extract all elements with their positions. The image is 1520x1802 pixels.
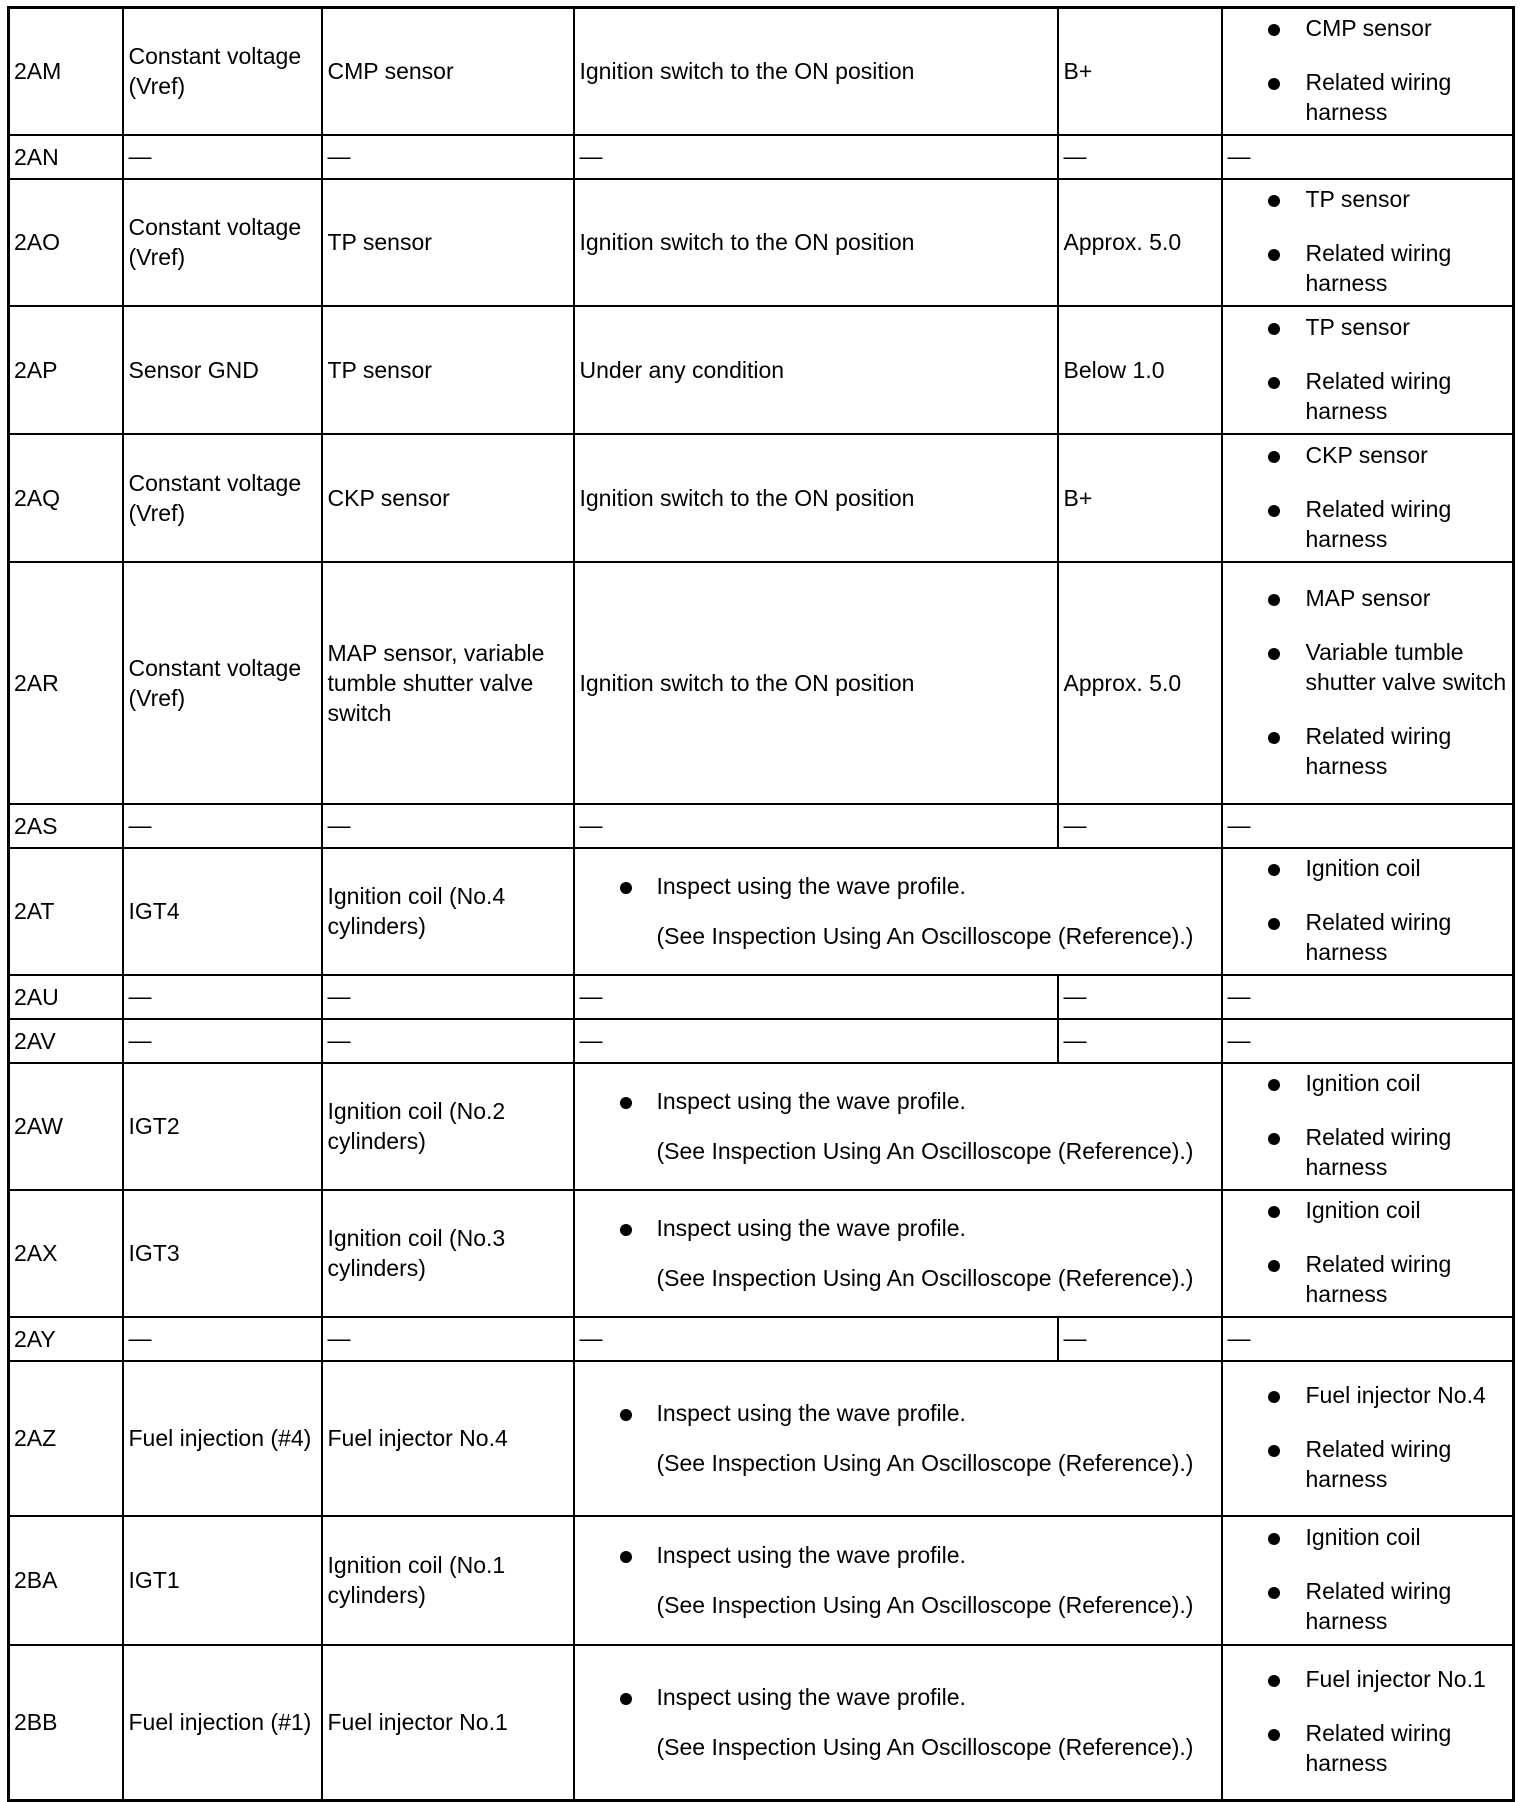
possible-cause-item [1228,1718,1508,1778]
possible-cause-text: MAP sensor [1305,584,1431,611]
condition-cell: Ignition switch to the ON position [574,434,1058,562]
terminal-cell: 2AR [9,562,123,804]
inspection-text: Inspect using the wave profile. [656,1542,966,1568]
voltage-cell: B+ [1058,8,1222,135]
possible-cause-cell [1222,848,1514,975]
condition-cell: — [574,804,1058,848]
connected-to-cell: — [322,975,574,1019]
possible-cause-cell [1222,434,1514,562]
table-row [9,1645,1514,1801]
table-body [9,8,1514,1801]
terminal-cell: 2AU [9,975,123,1019]
connected-to-cell: CKP sensor [322,434,574,562]
connected-to-cell: — [322,1317,574,1361]
bullet-icon [1268,1391,1280,1403]
possible-cause-item [1228,440,1508,470]
table-row [9,1317,1514,1361]
voltage-cell: — [1058,804,1222,848]
voltage-cell: — [1058,975,1222,1019]
table-row [9,1190,1514,1317]
table-row [9,179,1514,306]
signal-cell: Constant voltage (Vref) [123,562,322,804]
inspection-list [580,1682,1216,1712]
bullet-icon [1268,78,1280,90]
condition-cell: Ignition switch to the ON position [574,8,1058,135]
possible-cause-item [1228,1522,1508,1552]
possible-cause-text: Related wiring harness [1305,1124,1452,1180]
signal-cell: IGT4 [123,848,322,975]
bullet-icon [620,1551,632,1563]
bullet-icon [1268,594,1280,606]
possible-cause-text: Related wiring harness [1305,495,1452,552]
table-row [9,975,1514,1019]
terminal-cell: 2AX [9,1190,123,1317]
connected-to-cell: — [322,1019,574,1063]
possible-cause-cell: — [1222,975,1514,1019]
inspection-cell [574,1361,1222,1516]
table-row [9,804,1514,848]
bullet-icon [1268,1533,1280,1545]
signal-cell: Constant voltage (Vref) [123,8,322,135]
possible-cause-item [1228,1380,1508,1410]
inspection-reference-note: (See Inspection Using An Oscilloscope (Reference).) [656,1734,1194,1761]
inspection-cell [574,1063,1222,1190]
terminal-cell: 2AS [9,804,123,848]
possible-cause-list [1228,1380,1508,1494]
terminal-cell: 2AP [9,306,123,434]
possible-cause-list [1228,583,1508,781]
possible-cause-text: Related wiring harness [1305,909,1452,965]
possible-cause-item [1228,721,1508,781]
possible-cause-text: CMP sensor [1305,15,1432,42]
possible-cause-item [1228,1195,1508,1225]
inspection-text: Inspect using the wave profile. [656,873,966,899]
possible-cause-text: Ignition coil [1305,1524,1421,1550]
inspection-reference-note: (See Inspection Using An Oscilloscope (Reference).) [656,1592,1194,1618]
terminal-cell: 2AO [9,179,123,306]
possible-cause-list [1228,1522,1508,1636]
bullet-icon [1268,323,1280,335]
signal-cell: Fuel injection (#4) [123,1361,322,1516]
terminal-spec-table [7,6,1515,1802]
table-row [9,306,1514,434]
signal-cell: — [123,1317,322,1361]
bullet-icon [1268,1260,1280,1272]
possible-cause-cell: — [1222,1019,1514,1063]
possible-cause-list [1228,184,1508,298]
terminal-cell: 2AT [9,848,123,975]
bullet-icon [1268,648,1280,660]
inspection-list [580,1540,1216,1570]
voltage-cell: — [1058,1317,1222,1361]
signal-cell: — [123,1019,322,1063]
inspection-list [580,1086,1216,1116]
table-row [9,562,1514,804]
voltage-cell: — [1058,135,1222,179]
possible-cause-text: Related wiring harness [1305,1578,1452,1634]
possible-cause-item [1228,583,1508,613]
possible-cause-item [1228,853,1508,883]
bullet-icon [1268,1675,1280,1687]
possible-cause-text: Related wiring harness [1305,1720,1452,1777]
bullet-icon [620,1097,632,1109]
possible-cause-item [1228,1068,1508,1098]
bullet-icon [1268,1206,1280,1218]
table-row [9,1063,1514,1190]
possible-cause-item [1228,184,1508,214]
possible-cause-cell [1222,8,1514,135]
inspection-cell [574,848,1222,975]
possible-cause-item [1228,1664,1508,1694]
connected-to-cell: — [322,135,574,179]
possible-cause-text: Ignition coil [1305,1070,1421,1096]
signal-cell: Fuel injection (#1) [123,1645,322,1801]
possible-cause-item [1228,1249,1508,1309]
terminal-cell: 2AN [9,135,123,179]
signal-cell: Constant voltage (Vref) [123,179,322,306]
possible-cause-list [1228,1195,1508,1309]
possible-cause-list [1228,1664,1508,1778]
possible-cause-cell [1222,1190,1514,1317]
inspection-text: Inspect using the wave profile. [656,1088,966,1114]
inspection-item [580,1086,1216,1116]
possible-cause-text: Related wiring harness [1305,1436,1452,1492]
inspection-reference-note: (See Inspection Using An Oscilloscope (Reference).) [656,1138,1194,1164]
possible-cause-item [1228,1122,1508,1182]
possible-cause-item [1228,13,1508,43]
signal-cell: IGT2 [123,1063,322,1190]
possible-cause-text: Related wiring harness [1305,1251,1452,1307]
possible-cause-cell [1222,562,1514,804]
inspection-reference-note: (See Inspection Using An Oscilloscope (Reference).) [656,923,1194,949]
possible-cause-text: TP sensor [1305,186,1410,212]
possible-cause-cell [1222,1645,1514,1801]
inspection-item [580,871,1216,901]
table-row [9,434,1514,562]
possible-cause-text: Variable tumble shutter valve switch [1305,638,1507,695]
condition-cell: — [574,975,1058,1019]
bullet-icon [1268,1587,1280,1599]
inspection-item [580,1213,1216,1243]
possible-cause-cell [1222,306,1514,434]
possible-cause-text: Ignition coil [1305,855,1421,881]
inspection-text: Inspect using the wave profile. [656,1215,966,1241]
possible-cause-text: CKP sensor [1305,441,1428,468]
bullet-icon [620,1224,632,1236]
bullet-icon [1268,377,1280,389]
voltage-cell: Approx. 5.0 [1058,179,1222,306]
connected-to-cell: MAP sensor, variable tumble shutter valve switch [322,562,574,804]
connected-to-cell: Fuel injector No.4 [322,1361,574,1516]
bullet-icon [620,1409,632,1421]
connected-to-cell: Fuel injector No.1 [322,1645,574,1801]
condition-cell: — [574,1019,1058,1063]
connected-to-cell: TP sensor [322,306,574,434]
bullet-icon [1268,1133,1280,1145]
inspection-list [580,1398,1216,1428]
inspection-cell [574,1516,1222,1645]
possible-cause-cell [1222,1361,1514,1516]
possible-cause-text: TP sensor [1305,313,1410,340]
table-row [9,1361,1514,1516]
bullet-icon [620,882,632,894]
bullet-icon [1268,505,1280,517]
possible-cause-item [1228,637,1508,697]
inspection-item [580,1540,1216,1570]
signal-cell: — [123,135,322,179]
possible-cause-text: Related wiring harness [1305,722,1452,779]
table-row [9,135,1514,179]
possible-cause-item [1228,1434,1508,1494]
inspection-cell [574,1645,1222,1801]
terminal-cell: 2AW [9,1063,123,1190]
condition-cell: Ignition switch to the ON position [574,562,1058,804]
possible-cause-cell: — [1222,135,1514,179]
possible-cause-list [1228,312,1508,426]
inspection-reference-note: (See Inspection Using An Oscilloscope (Reference).) [656,1450,1194,1476]
inspection-list [580,871,1216,901]
possible-cause-item [1228,238,1508,298]
terminal-cell: 2BA [9,1516,123,1645]
connected-to-cell: Ignition coil (No.1 cylinders) [322,1516,574,1645]
table-row [9,1516,1514,1645]
inspection-item [580,1682,1216,1712]
connected-to-cell: Ignition coil (No.3 cylinders) [322,1190,574,1317]
bullet-icon [1268,249,1280,261]
terminal-cell: 2AV [9,1019,123,1063]
possible-cause-list [1228,1068,1508,1182]
inspection-list [580,1213,1216,1243]
possible-cause-cell [1222,1516,1514,1645]
possible-cause-cell [1222,1063,1514,1190]
condition-cell: — [574,1317,1058,1361]
bullet-icon [1268,864,1280,876]
possible-cause-cell: — [1222,804,1514,848]
voltage-cell: Below 1.0 [1058,306,1222,434]
condition-cell: Under any condition [574,306,1058,434]
possible-cause-cell: — [1222,1317,1514,1361]
connected-to-cell: — [322,804,574,848]
table-row [9,848,1514,975]
possible-cause-cell [1222,179,1514,306]
possible-cause-list [1228,440,1508,554]
possible-cause-list [1228,13,1508,127]
inspection-item [580,1398,1216,1428]
bullet-icon [1268,195,1280,207]
signal-cell: — [123,975,322,1019]
bullet-icon [620,1693,632,1705]
possible-cause-text: Related wiring harness [1305,69,1452,126]
possible-cause-item [1228,907,1508,967]
signal-cell: IGT3 [123,1190,322,1317]
possible-cause-text: Fuel injector No.4 [1305,1382,1486,1408]
connected-to-cell: TP sensor [322,179,574,306]
possible-cause-text: Related wiring harness [1305,367,1452,424]
possible-cause-text: Fuel injector No.1 [1305,1666,1486,1693]
signal-cell: — [123,804,322,848]
connected-to-cell: Ignition coil (No.4 cylinders) [322,848,574,975]
inspection-cell [574,1190,1222,1317]
possible-cause-item [1228,494,1508,554]
bullet-icon [1268,732,1280,744]
signal-cell: IGT1 [123,1516,322,1645]
bullet-icon [1268,1445,1280,1457]
connected-to-cell: CMP sensor [322,8,574,135]
possible-cause-text: Ignition coil [1305,1197,1421,1223]
terminal-cell: 2AZ [9,1361,123,1516]
possible-cause-item [1228,1576,1508,1636]
condition-cell: Ignition switch to the ON position [574,179,1058,306]
inspection-reference-note: (See Inspection Using An Oscilloscope (Reference).) [656,1265,1194,1291]
bullet-icon [1268,24,1280,36]
voltage-cell: B+ [1058,434,1222,562]
signal-cell: Constant voltage (Vref) [123,434,322,562]
inspection-text: Inspect using the wave profile. [656,1684,966,1711]
terminal-cell: 2AM [9,8,123,135]
terminal-cell: 2AY [9,1317,123,1361]
connected-to-cell: Ignition coil (No.2 cylinders) [322,1063,574,1190]
terminal-cell: 2BB [9,1645,123,1801]
possible-cause-item [1228,366,1508,426]
voltage-cell: Approx. 5.0 [1058,562,1222,804]
bullet-icon [1268,1729,1280,1741]
inspection-text: Inspect using the wave profile. [656,1400,966,1426]
terminal-cell: 2AQ [9,434,123,562]
bullet-icon [1268,451,1280,463]
possible-cause-item [1228,312,1508,342]
signal-cell: Sensor GND [123,306,322,434]
possible-cause-text: Related wiring harness [1305,240,1452,296]
voltage-cell: — [1058,1019,1222,1063]
bullet-icon [1268,1079,1280,1091]
condition-cell: — [574,135,1058,179]
possible-cause-item [1228,67,1508,127]
table-row [9,1019,1514,1063]
bullet-icon [1268,918,1280,930]
table-row [9,8,1514,135]
possible-cause-list [1228,853,1508,967]
